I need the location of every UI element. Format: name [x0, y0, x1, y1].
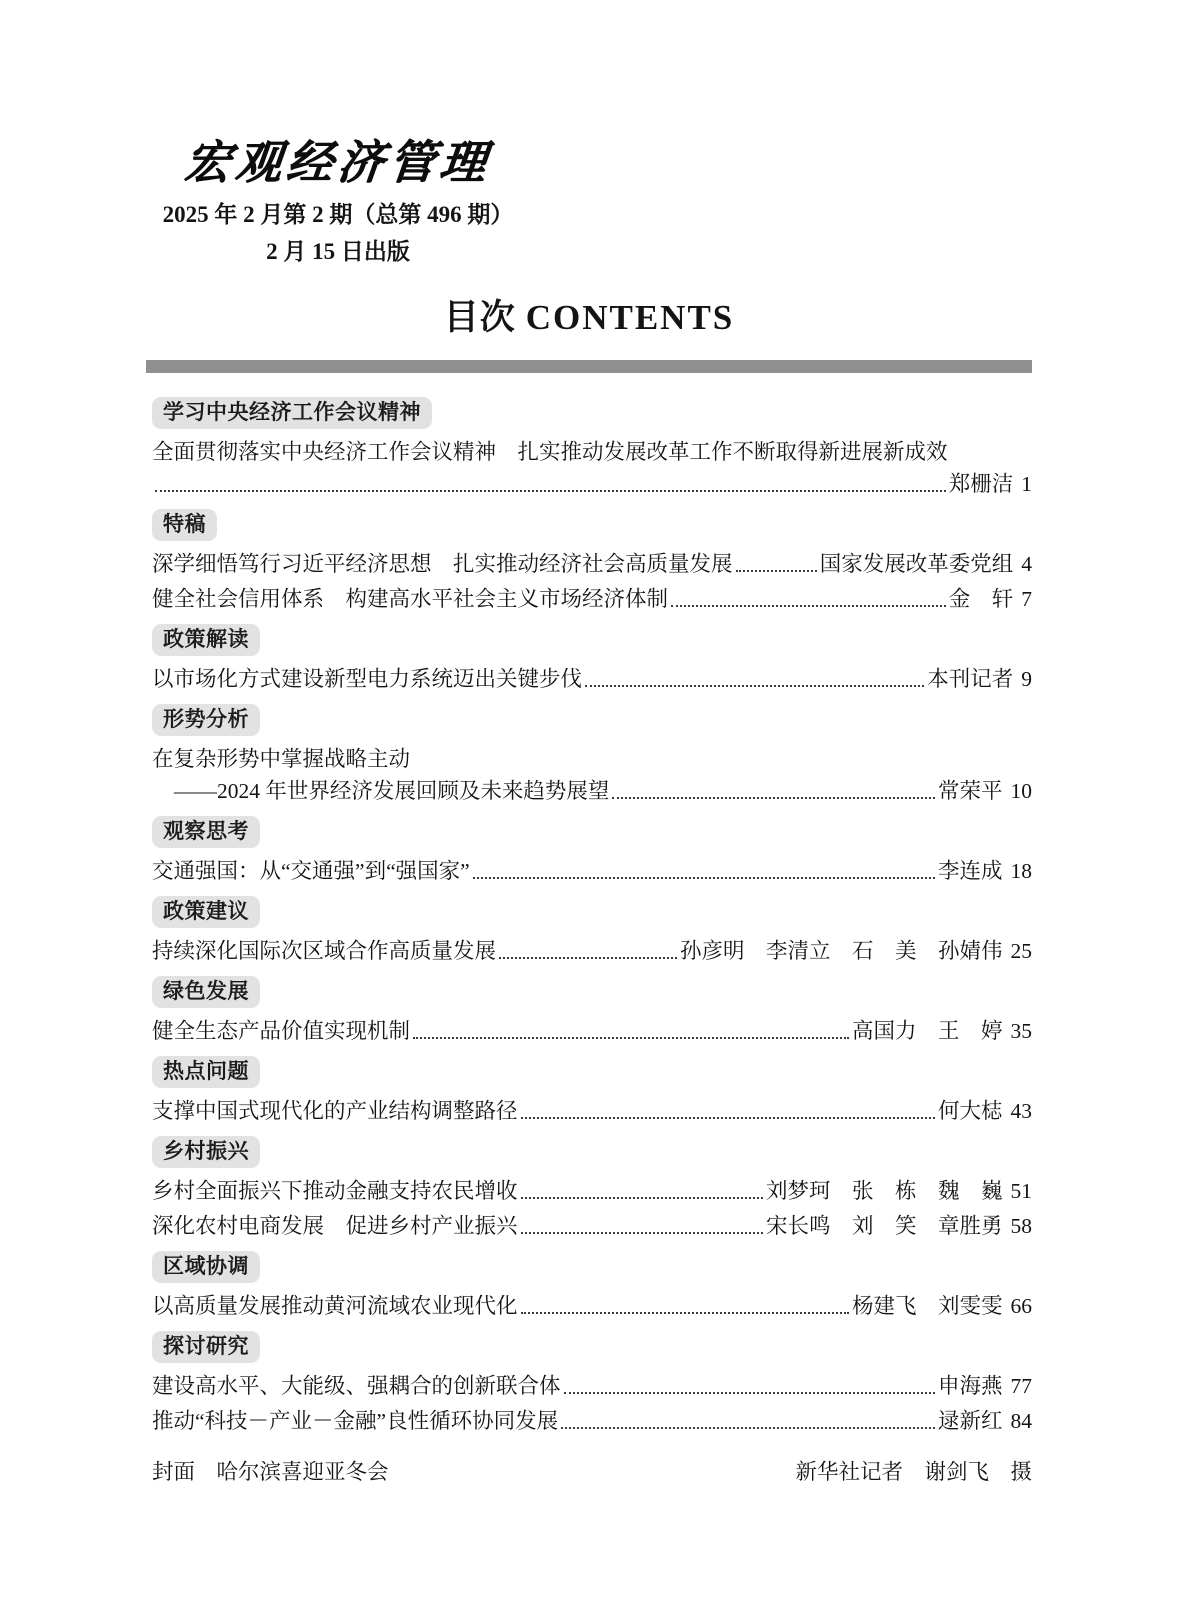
toc-section	[152, 1136, 1032, 1241]
section-label: 形势分析	[152, 704, 260, 736]
toc-section	[152, 509, 1032, 614]
toc-entry	[152, 1017, 1032, 1046]
toc-entry	[152, 777, 1032, 806]
article-page-number: 25	[1010, 939, 1032, 963]
toc-entry	[152, 1372, 1032, 1401]
article-authors: 国家发展改革委党组	[819, 552, 1014, 576]
article-title: 健全社会信用体系 构建高水平社会主义市场经济体制	[152, 587, 669, 611]
toc-entry	[152, 1292, 1032, 1321]
section-label: 绿色发展	[152, 976, 260, 1008]
article-title: 乡村全面振兴下推动金融支持农民增收	[152, 1179, 518, 1203]
toc-section	[152, 896, 1032, 966]
toc-section	[152, 976, 1032, 1046]
article-page-number: 51	[1010, 1179, 1032, 1203]
dot-leader	[521, 1117, 935, 1119]
article-title: 深化农村电商发展 促进乡村产业振兴	[152, 1214, 518, 1238]
dot-leader	[612, 797, 935, 799]
article-page-number: 58	[1010, 1214, 1032, 1238]
article-page-number: 18	[1010, 859, 1032, 883]
dot-leader	[473, 877, 935, 879]
section-label: 探讨研究	[152, 1331, 260, 1363]
article-title: 建设高水平、大能级、强耦合的创新联合体	[152, 1374, 561, 1398]
section-label: 乡村振兴	[152, 1136, 260, 1168]
toc-section	[152, 397, 1032, 499]
toc-section	[152, 816, 1032, 886]
dot-leader	[671, 605, 946, 607]
article-authors: 逯新红	[937, 1409, 1003, 1433]
section-label: 热点问题	[152, 1056, 260, 1088]
section-label: 观察思考	[152, 816, 260, 848]
section-label: 政策建议	[152, 896, 260, 928]
section-label: 政策解读	[152, 624, 260, 656]
section-label: 区域协调	[152, 1251, 260, 1283]
article-page-number: 43	[1010, 1099, 1032, 1123]
article-title: 推动“科技－产业－金融”良性循环协同发展	[152, 1409, 559, 1433]
cover-caption: 封面 哈尔滨喜迎亚冬会	[152, 1460, 389, 1484]
article-authors: 本刊记者	[927, 667, 1014, 691]
article-page-number: 35	[1010, 1019, 1032, 1043]
dot-leader	[585, 685, 924, 687]
article-authors: 申海燕	[937, 1374, 1003, 1398]
article-title: 深学细悟笃行习近平经济思想 扎实推动经济社会高质量发展	[152, 552, 733, 576]
article-authors: 金 轩	[948, 587, 1014, 611]
toc-entry	[152, 470, 1032, 499]
toc-entry	[152, 550, 1032, 579]
toc-entry	[152, 937, 1032, 966]
article-subtitle: ——2024 年世界经济发展回顾及未来趋势展望	[174, 779, 610, 803]
article-page-number: 1	[1021, 472, 1032, 496]
article-page-number: 84	[1010, 1409, 1032, 1433]
article-page-number: 77	[1010, 1374, 1032, 1398]
dot-leader	[564, 1392, 935, 1394]
toc-section	[152, 704, 1032, 806]
publish-date-line: 2 月 15 日出版	[266, 239, 410, 264]
article-authors: 孙彦明 李清立 石 美 孙婧伟	[679, 939, 1003, 963]
section-label: 特稿	[152, 509, 217, 541]
article-authors: 宋长鸣 刘 笑 章胜勇	[765, 1214, 1003, 1238]
dot-leader	[521, 1312, 849, 1314]
dot-leader	[499, 957, 677, 959]
article-page-number: 10	[1010, 779, 1032, 803]
toc-entry	[152, 665, 1032, 694]
dot-leader	[736, 570, 817, 572]
divider-bar	[146, 360, 1032, 373]
toc-entry	[152, 1097, 1032, 1126]
article-authors: 高国力 王 婷	[851, 1019, 1003, 1043]
article-authors: 何大梽	[937, 1099, 1003, 1123]
article-title: 持续深化国际次区域合作高质量发展	[152, 939, 497, 963]
toc-section	[152, 1251, 1032, 1321]
article-title: 以高质量发展推动黄河流域农业现代化	[152, 1294, 518, 1318]
article-page-number: 9	[1021, 667, 1032, 691]
photo-credit: 新华社记者 谢剑飞 摄	[795, 1460, 1032, 1484]
article-authors: 刘梦珂 张 栋 魏 巍	[765, 1179, 1003, 1203]
contents-title-zh: 目次	[443, 298, 516, 337]
dot-leader	[413, 1037, 849, 1039]
dot-leader	[155, 490, 946, 492]
toc-section	[152, 1056, 1032, 1126]
table-of-contents	[152, 397, 1032, 1436]
article-title: 以市场化方式建设新型电力系统迈出关键步伐	[152, 667, 583, 691]
article-authors: 郑栅洁	[948, 472, 1014, 496]
issue-line: 2025 年 2 月第 2 期（总第 496 期）	[162, 202, 514, 227]
article-title: 交通强国：从“交通强”到“强国家”	[152, 859, 470, 883]
toc-entry	[152, 1177, 1032, 1206]
dot-leader	[561, 1427, 935, 1429]
toc-entry	[152, 1212, 1032, 1241]
dot-leader	[521, 1197, 763, 1199]
article-page-number: 4	[1021, 552, 1032, 576]
cover-credit-footer	[152, 1458, 1032, 1487]
toc-entry	[152, 585, 1032, 614]
article-authors: 李连成	[937, 859, 1003, 883]
article-page-number: 7	[1021, 587, 1032, 611]
toc-section	[152, 1331, 1032, 1436]
article-page-number: 66	[1010, 1294, 1032, 1318]
article-title: 健全生态产品价值实现机制	[152, 1019, 411, 1043]
section-label: 学习中央经济工作会议精神	[152, 397, 432, 429]
article-title: 支撑中国式现代化的产业结构调整路径	[152, 1099, 518, 1123]
toc-section	[152, 624, 1032, 694]
masthead	[148, 0, 528, 266]
contents-title	[146, 290, 1032, 340]
article-authors: 常荣平	[937, 779, 1003, 803]
dot-leader	[521, 1232, 763, 1234]
journal-logo: 宏观经济管理	[181, 137, 494, 188]
article-title: 全面贯彻落实中央经济工作会议精神 扎实推动发展改革工作不断取得新进展新成效	[152, 440, 948, 464]
article-title: 在复杂形势中掌握战略主动	[152, 747, 411, 771]
contents-title-en: CONTENTS	[525, 298, 735, 337]
article-authors: 杨建飞 刘雯雯	[851, 1294, 1003, 1318]
toc-entry	[152, 857, 1032, 886]
toc-entry	[152, 1407, 1032, 1436]
